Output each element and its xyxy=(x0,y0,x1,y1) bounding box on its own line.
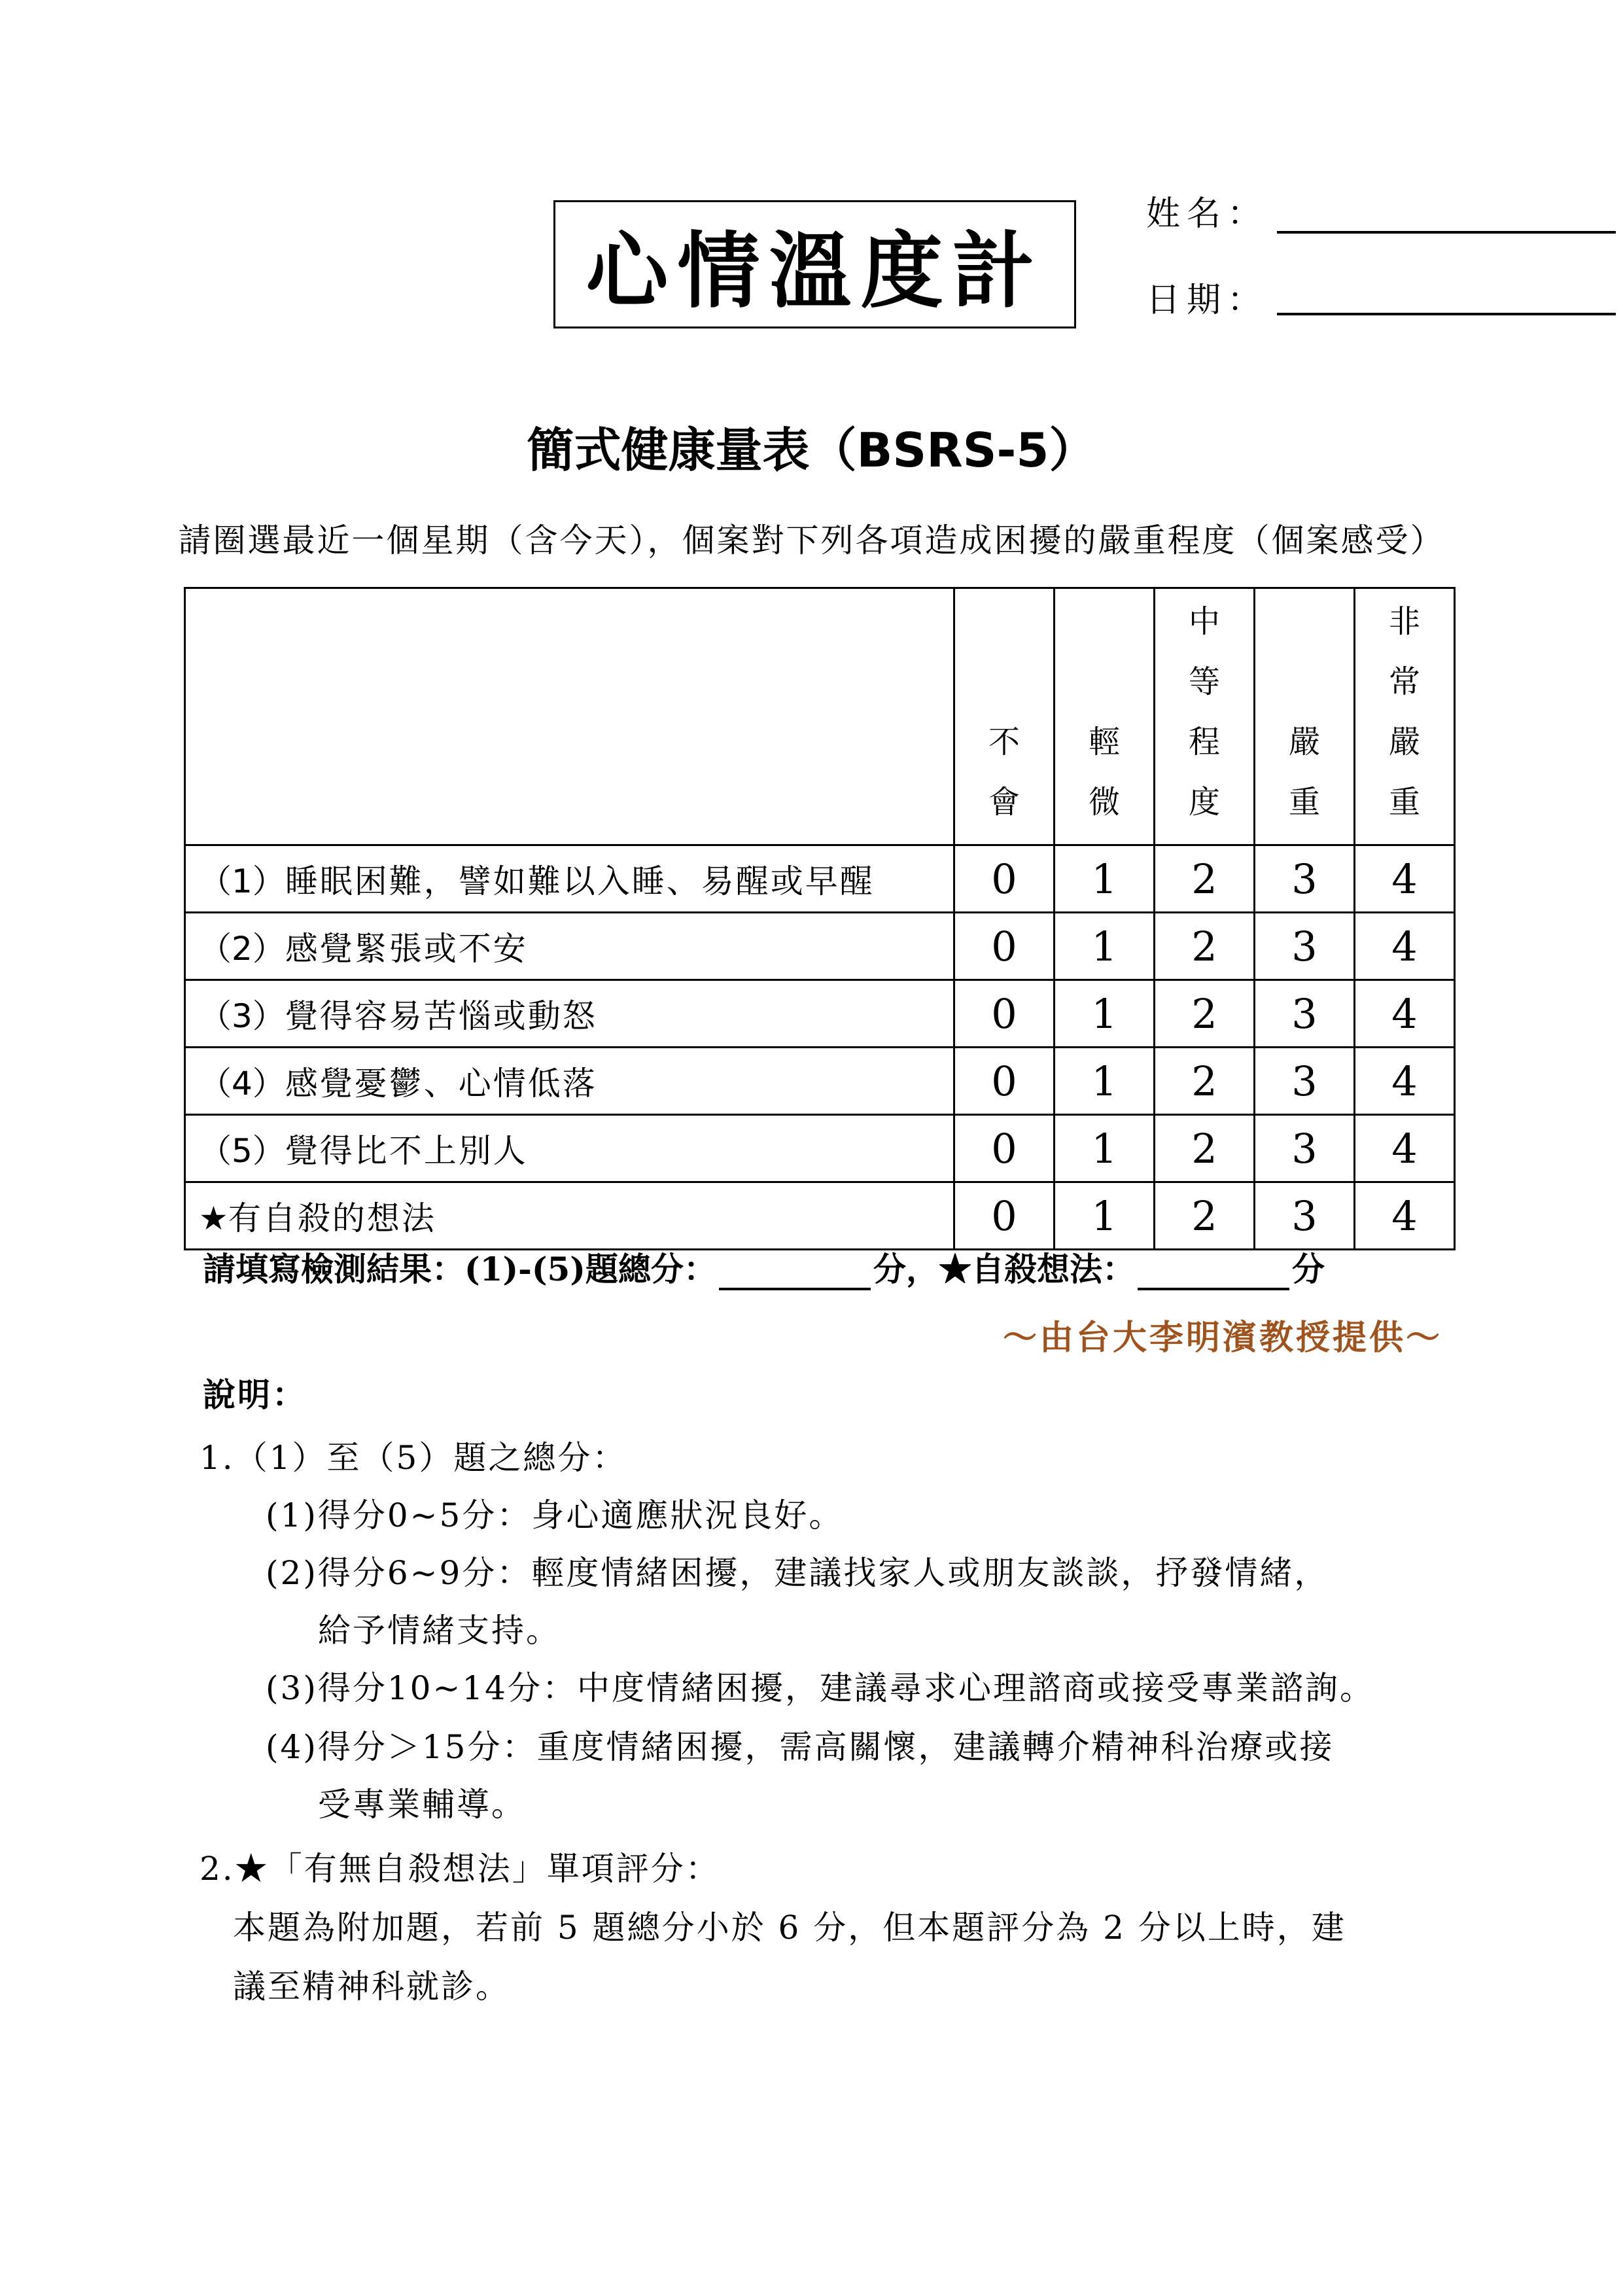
note-sub-4: (4)得分＞15分：重度情緒困擾，需高關懷，建議轉介精神科治療或接 xyxy=(266,1728,1335,1766)
star-icon: ★ xyxy=(199,1199,228,1237)
result-line xyxy=(203,1243,1325,1290)
name-label: 姓名： xyxy=(1146,194,1268,234)
score-option[interactable]: 4 xyxy=(1355,1048,1455,1115)
score-option[interactable]: 1 xyxy=(1055,1115,1155,1182)
credit-text: ～由台大李明濱教授提供～ xyxy=(1002,1318,1442,1358)
page-title: 心情溫度計 xyxy=(553,200,1076,328)
table-row xyxy=(185,845,1455,913)
score-option[interactable]: 0 xyxy=(954,1182,1055,1250)
note-item-1: 1.（1）至（5）題之總分： xyxy=(200,1439,627,1477)
table-row xyxy=(185,1182,1455,1250)
table-row xyxy=(185,1048,1455,1115)
table-row xyxy=(185,1115,1455,1182)
score-option[interactable]: 1 xyxy=(1055,1048,1155,1115)
item-label: （5）覺得比不上別人 xyxy=(185,1115,954,1182)
note-sub-4-cont: 受專業輔導。 xyxy=(318,1786,526,1824)
score-option[interactable]: 3 xyxy=(1255,845,1355,913)
score-option[interactable]: 0 xyxy=(954,1115,1055,1182)
score-option[interactable]: 4 xyxy=(1355,845,1455,913)
item-label: （4）感覺憂鬱、心情低落 xyxy=(185,1048,954,1115)
score-option[interactable]: 1 xyxy=(1055,980,1155,1048)
notes-heading: 說明： xyxy=(203,1375,307,1414)
name-field[interactable] xyxy=(1277,198,1616,234)
note-sub-2: (2)得分6~9分：輕度情緒困擾，建議找家人或朋友談談，抒發情緒， xyxy=(266,1554,1329,1592)
suicide-score-field[interactable] xyxy=(1138,1255,1289,1290)
note-sub-1: (1)得分0~5分：身心適應狀況良好。 xyxy=(266,1496,844,1534)
score-option[interactable]: 3 xyxy=(1255,1048,1355,1115)
score-option[interactable]: 3 xyxy=(1255,1182,1355,1250)
column-header: 不會 xyxy=(954,588,1055,845)
result-unit-2: 分 xyxy=(1291,1250,1325,1288)
column-header: 非常嚴重 xyxy=(1355,588,1455,845)
score-option[interactable]: 2 xyxy=(1155,913,1255,980)
score-option[interactable]: 4 xyxy=(1355,1115,1455,1182)
table-row xyxy=(185,980,1455,1048)
note-item-2: 2.★「有無自殺想法」單項評分： xyxy=(200,1850,720,1888)
item-label: ★有自殺的想法 xyxy=(185,1182,954,1250)
score-option[interactable]: 1 xyxy=(1055,845,1155,913)
score-option[interactable]: 2 xyxy=(1155,1115,1255,1182)
score-option[interactable]: 1 xyxy=(1055,1182,1155,1250)
bsrs-table xyxy=(184,587,1456,1250)
score-option[interactable]: 2 xyxy=(1155,1182,1255,1250)
score-option[interactable]: 2 xyxy=(1155,980,1255,1048)
note-sub-3: (3)得分10~14分：中度情緒困擾，建議尋求心理諮商或接受專業諮詢。 xyxy=(266,1669,1374,1707)
column-header: 中等程度 xyxy=(1155,588,1255,845)
score-option[interactable]: 0 xyxy=(954,1048,1055,1115)
header-blank-cell xyxy=(185,588,954,845)
column-header: 輕微 xyxy=(1055,588,1155,845)
item-label: （3）覺得容易苦惱或動怒 xyxy=(185,980,954,1048)
total-score-field[interactable] xyxy=(719,1255,871,1290)
score-option[interactable]: 0 xyxy=(954,913,1055,980)
scale-subtitle: 簡式健康量表（BSRS-5） xyxy=(527,423,1096,478)
score-option[interactable]: 0 xyxy=(954,980,1055,1048)
score-option[interactable]: 4 xyxy=(1355,913,1455,980)
item-label: （1）睡眠困難，譬如難以入睡、易醒或早醒 xyxy=(185,845,954,913)
table-row xyxy=(185,913,1455,980)
score-option[interactable]: 2 xyxy=(1155,1048,1255,1115)
score-option[interactable]: 3 xyxy=(1255,1115,1355,1182)
score-option[interactable]: 3 xyxy=(1255,913,1355,980)
instruction-text: 請圈選最近一個星期（含今天），個案對下列各項造成困擾的嚴重程度（個案感受） xyxy=(178,521,1445,559)
table-header-row xyxy=(185,588,1455,845)
score-option[interactable]: 4 xyxy=(1355,980,1455,1048)
score-option[interactable]: 4 xyxy=(1355,1182,1455,1250)
result-prefix: 請填寫檢測結果：(1)-(5)題總分： xyxy=(203,1250,716,1288)
score-option[interactable]: 3 xyxy=(1255,980,1355,1048)
date-label: 日期： xyxy=(1146,281,1268,320)
score-option[interactable]: 0 xyxy=(954,845,1055,913)
score-option[interactable]: 1 xyxy=(1055,913,1155,980)
item-label: （2）感覺緊張或不安 xyxy=(185,913,954,980)
result-unit-1: 分，★自殺想法： xyxy=(873,1250,1135,1288)
note-item-2-body-cont: 議至精神科就診。 xyxy=(233,1968,510,2005)
note-item-2-body: 本題為附加題，若前 5 題總分小於 6 分，但本題評分為 2 分以上時，建 xyxy=(233,1909,1346,1947)
column-header: 嚴重 xyxy=(1255,588,1355,845)
note-sub-2-cont: 給予情緒支持。 xyxy=(318,1612,561,1650)
score-option[interactable]: 2 xyxy=(1155,845,1255,913)
date-field[interactable] xyxy=(1277,280,1616,315)
